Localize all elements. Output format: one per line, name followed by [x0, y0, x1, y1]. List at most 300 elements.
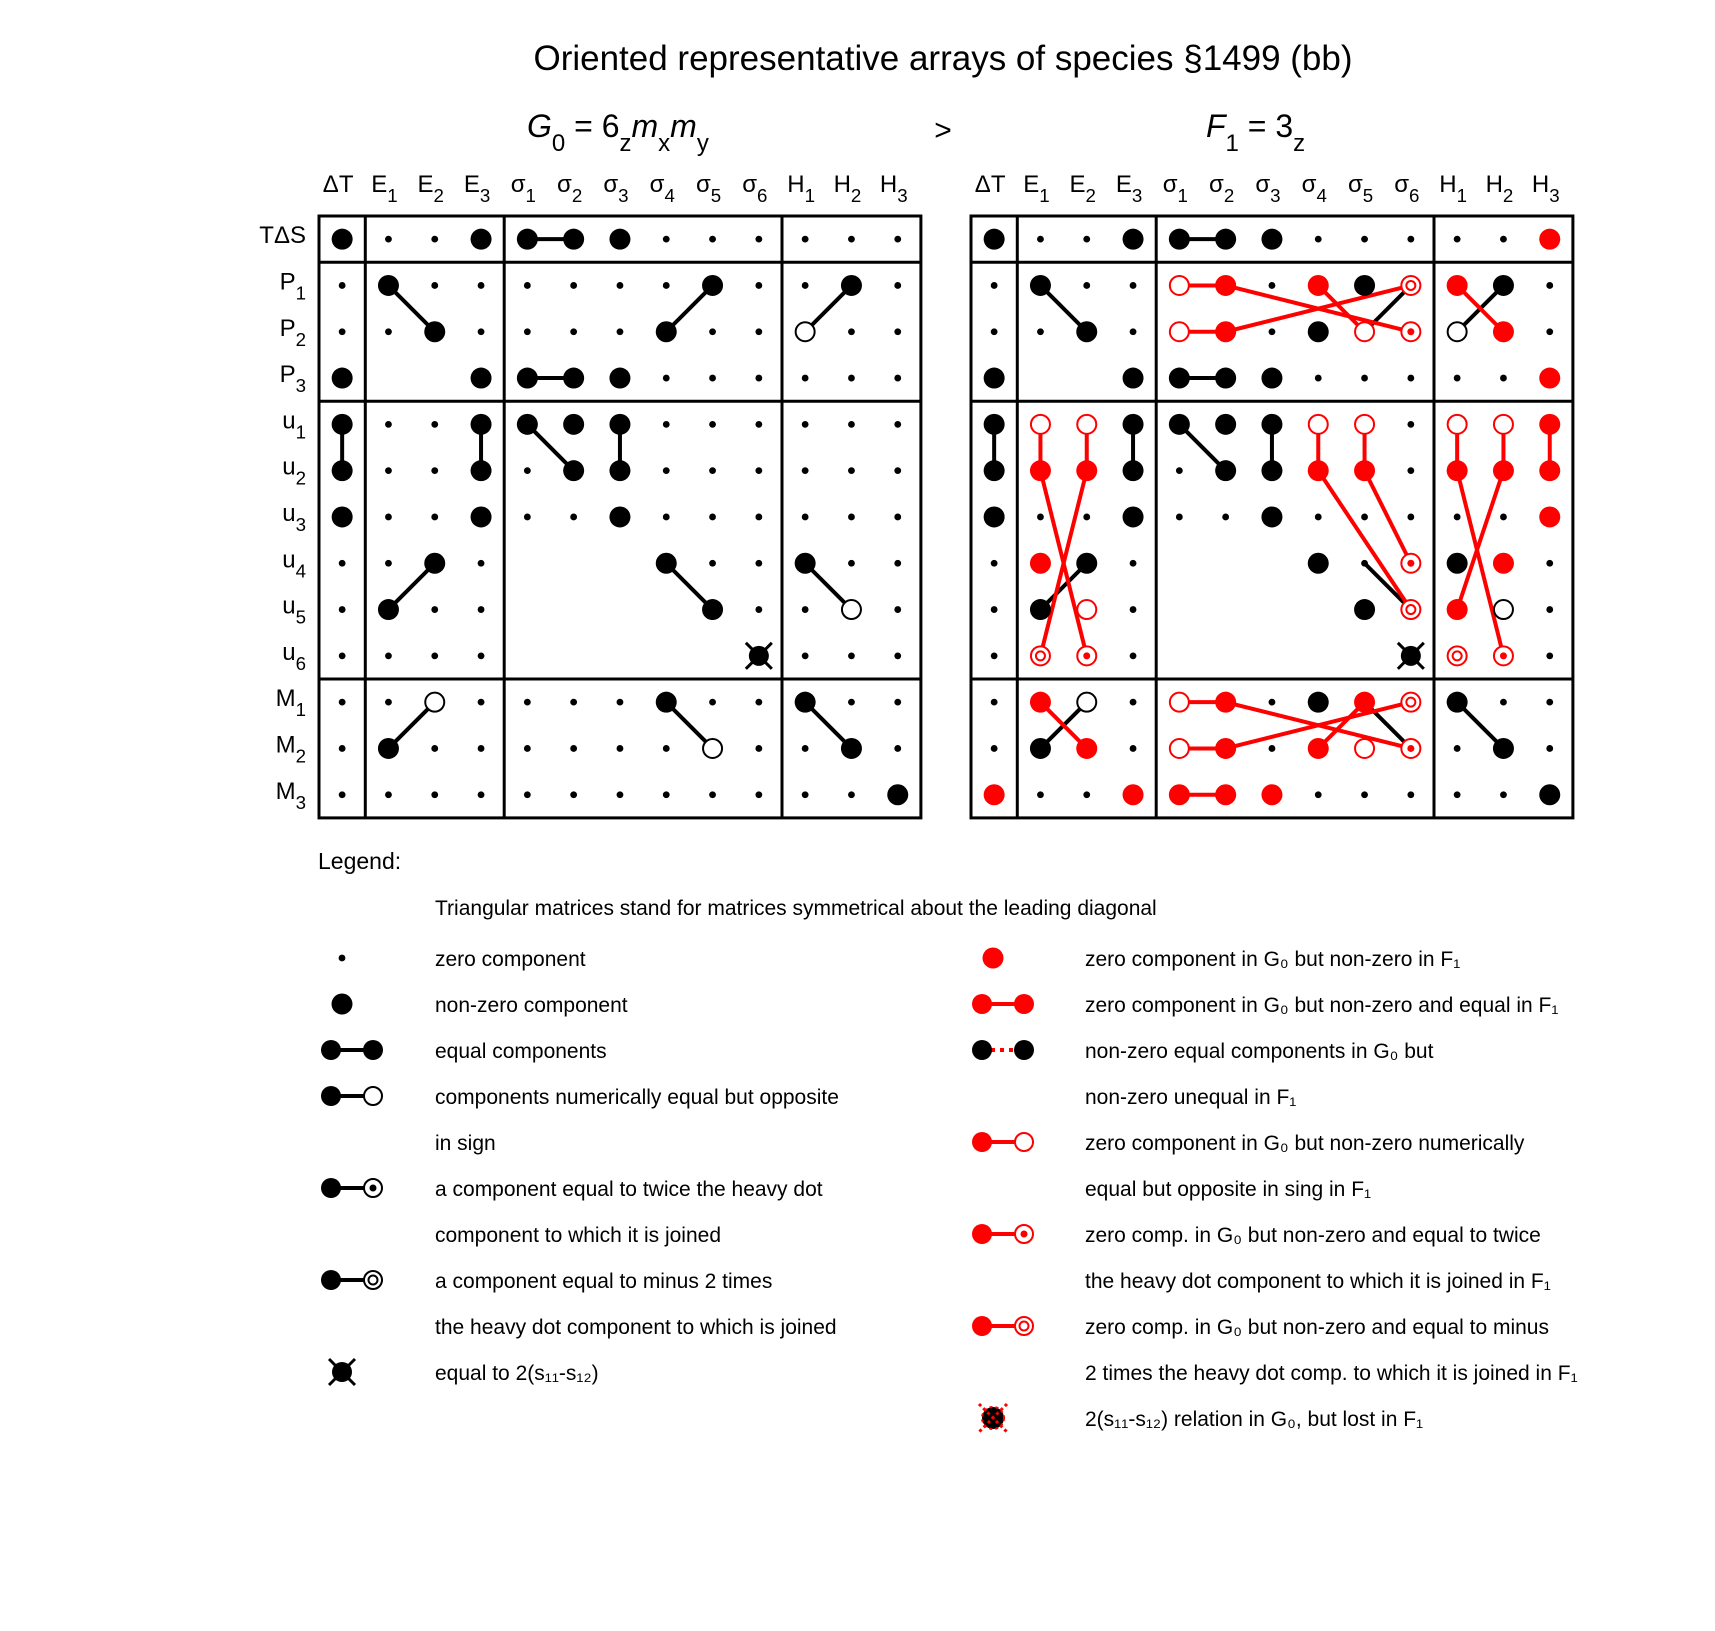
row-label: $P_3$: [279, 361, 306, 397]
nonzero-dot: [332, 460, 353, 481]
zero-dot: [478, 328, 485, 335]
row-label: $u_6$: [282, 638, 306, 674]
legend-entry-text: zero component in G₀ but non-zero numerically: [1085, 1132, 1525, 1155]
nonzero-dot: [609, 414, 630, 435]
zero-dot: [339, 791, 346, 798]
nonzero-dot: [984, 460, 1005, 481]
zero-dot: [1546, 745, 1553, 752]
column-label: $H_3$: [879, 171, 908, 207]
zero-dot: [1454, 236, 1461, 243]
zero-dot: [848, 652, 855, 659]
zero-dot: [478, 560, 485, 567]
zero-dot: [894, 375, 901, 382]
column-label: $E_2$: [1069, 171, 1096, 207]
red-nonzero-dot: [1215, 738, 1236, 759]
legend-left-dot: [972, 1132, 992, 1152]
zero-dot: [524, 282, 531, 289]
legend-entry-text: a component equal to twice the heavy dot: [435, 1178, 823, 1201]
nonzero-dot: [1539, 784, 1560, 805]
zero-dot: [709, 467, 716, 474]
row-label: $M_2$: [275, 731, 306, 767]
zero-dot: [1269, 282, 1276, 289]
zero-dot: [755, 282, 762, 289]
group-heading-right_group: $F_1 = 3_z$: [1206, 108, 1306, 157]
legend-entry-text: equal components: [435, 1040, 607, 1063]
zero-dot: [991, 282, 998, 289]
legend-left-dot: [972, 994, 992, 1014]
nonzero-dot: [471, 460, 492, 481]
zero-dot: [339, 745, 346, 752]
nonzero-dot: [1169, 229, 1190, 250]
red-nonzero-dot: [1354, 460, 1375, 481]
nonzero-dot: [1215, 414, 1236, 435]
zero-dot: [1130, 606, 1137, 613]
zero-dot: [431, 652, 438, 659]
zero-dot: [848, 328, 855, 335]
zero-dot: [894, 236, 901, 243]
nonzero-dot: [1215, 229, 1236, 250]
nonzero-dot: [378, 275, 399, 296]
zero-dot: [524, 699, 531, 706]
zero-dot: [1269, 745, 1276, 752]
zero-dot: [709, 514, 716, 521]
zero-dot: [617, 699, 624, 706]
zero-dot: [848, 791, 855, 798]
red-nonzero-dot: [1447, 599, 1468, 620]
nonzero-dot: [1123, 229, 1144, 250]
red-nonzero-dot: [1215, 692, 1236, 713]
zero-dot: [802, 514, 809, 521]
zero-dot: [802, 282, 809, 289]
red-nonzero-dot: [984, 784, 1005, 805]
legend-right-dot: [1014, 1040, 1034, 1060]
zero-dot: [1130, 328, 1137, 335]
zero-dot: [431, 282, 438, 289]
nonzero-dot: [563, 414, 584, 435]
zero-dot: [802, 745, 809, 752]
zero-dot: [848, 514, 855, 521]
nonzero-dot: [1308, 321, 1329, 342]
zero-dot: [431, 606, 438, 613]
legend-left-dot: [321, 1040, 341, 1060]
zero-dot: [339, 282, 346, 289]
red-nonzero-dot: [1215, 275, 1236, 296]
red-nonzero-dot: [1123, 784, 1144, 805]
legend-entry-text: components numerically equal but opposite: [435, 1086, 839, 1109]
zero-dot: [431, 236, 438, 243]
zero-dot: [339, 560, 346, 567]
zero-dot: [1315, 791, 1322, 798]
zero-dot: [1083, 236, 1090, 243]
nonzero-dot: [841, 275, 862, 296]
zero-dot: [802, 652, 809, 659]
nonzero-dot: [471, 368, 492, 389]
twice-dot-core: [1407, 328, 1414, 335]
nonzero-dot: [1354, 599, 1375, 620]
red-nonzero-dot: [1308, 738, 1329, 759]
red-opposite-icon: [972, 1132, 1033, 1152]
zero-dot: [1361, 236, 1368, 243]
red-nonzero-dot: [1539, 229, 1560, 250]
zero-dot: [755, 421, 762, 428]
zero-dot: [991, 560, 998, 567]
nonzero-dot: [984, 506, 1005, 527]
row-label: $P_1$: [279, 268, 306, 304]
red-nonzero-dot: [1030, 692, 1051, 713]
zero-dot: [617, 745, 624, 752]
zero-dot: [755, 560, 762, 567]
zero-dot: [663, 467, 670, 474]
zero-dot: [524, 514, 531, 521]
zero-dot: [1546, 560, 1553, 567]
red-nonzero-dot: [1030, 553, 1051, 574]
red-cross-icon: [979, 1404, 1007, 1432]
column-label: $H_3$: [1531, 171, 1560, 207]
zero-dot: [1315, 514, 1322, 521]
nonzero-dot: [702, 599, 723, 620]
zero-dot: [663, 791, 670, 798]
zero-dot: [1407, 236, 1414, 243]
column-label: $\sigma_1$: [510, 171, 536, 207]
red-open-dot: [1031, 415, 1050, 434]
zero-dot: [385, 421, 392, 428]
zero-dot: [802, 606, 809, 613]
zero-dot: [1546, 282, 1553, 289]
legend-left-dot: [321, 1178, 341, 1198]
red-nonzero-dot: [1447, 275, 1468, 296]
nonzero-dot: [1447, 553, 1468, 574]
legend-entry-text: non-zero component: [435, 994, 628, 1017]
zero-dot: [1269, 328, 1276, 335]
nonzero-dot: [1169, 368, 1190, 389]
zero-dot: [1130, 745, 1137, 752]
nonzero-dot: [1030, 599, 1051, 620]
nonzero-dot: [656, 321, 677, 342]
open-dot: [1448, 322, 1467, 341]
zero-dot: [1083, 282, 1090, 289]
zero-dot: [570, 328, 577, 335]
legend-entry-text: non-zero equal components in G₀ but: [1085, 1040, 1434, 1063]
red-nonzero-dot: [1308, 275, 1329, 296]
row-label: $u_4$: [282, 546, 306, 582]
zero-dot: [339, 606, 346, 613]
zero-dot: [1361, 375, 1368, 382]
legend-entry-text: equal to 2(s₁₁-s₁₂): [435, 1362, 599, 1385]
nonzero-dot: [656, 692, 677, 713]
red-open-dot: [1077, 600, 1096, 619]
red-nonzero-dot: [1215, 321, 1236, 342]
zero-dot: [894, 560, 901, 567]
zero-dot: [1500, 236, 1507, 243]
nonzero-dot: [378, 738, 399, 759]
zero-dot: [894, 514, 901, 521]
zero-dot: [894, 282, 901, 289]
twice-dot-core: [1407, 560, 1414, 567]
row-label: TΔS: [259, 222, 306, 250]
zero-dot: [431, 467, 438, 474]
legend-right-dot: [364, 1087, 382, 1105]
twice-dot-core: [1407, 745, 1414, 752]
legend: [321, 948, 1578, 1433]
column-label: $E_1$: [1023, 171, 1050, 207]
legend-note: Triangular matrices stand for matrices symmetrical about the leading diagonal: [435, 897, 1157, 920]
nonzero-dot: [471, 229, 492, 250]
zero-dot: [524, 467, 531, 474]
zero-dot: [1407, 514, 1414, 521]
zero-dot: [1130, 560, 1137, 567]
red-nonzero-dot: [1493, 553, 1514, 574]
legend-left-dot: [321, 1086, 341, 1106]
nonzero-dot: [332, 414, 353, 435]
nonzero-dot: [1261, 368, 1282, 389]
zero-dot: [1176, 514, 1183, 521]
legend-right-core: [369, 1276, 378, 1285]
zero-dot: [431, 745, 438, 752]
zero-dot: [478, 699, 485, 706]
column-label: $\sigma_3$: [1255, 171, 1281, 207]
legend-entry-text: zero component in G₀ but non-zero and equal in F₁: [1085, 994, 1559, 1017]
zero-dot: [848, 375, 855, 382]
column-label: ΔT: [974, 171, 1006, 198]
nonzero-dot: [609, 506, 630, 527]
red-open-dot: [1355, 322, 1374, 341]
nonzero-dot: [609, 460, 630, 481]
zero-dot: [385, 652, 392, 659]
legend-entry-text: the heavy dot component to which is joined: [435, 1316, 837, 1339]
legend-entry-text: zero component: [435, 948, 586, 971]
nonzero-dot: [984, 368, 1005, 389]
zero-dot: [709, 421, 716, 428]
equal-icon: [321, 1040, 383, 1060]
row-label: $P_2$: [279, 314, 306, 350]
zero-dot: [848, 560, 855, 567]
zero-dot: [848, 699, 855, 706]
red-nonzero-dot: [1493, 460, 1514, 481]
nonzero-dot: [609, 368, 630, 389]
legend-right-core: [370, 1185, 377, 1192]
red-nonzero-dot: [1539, 460, 1560, 481]
zero-dot: [524, 745, 531, 752]
column-label: $H_2$: [833, 171, 862, 207]
zero-dot: [385, 560, 392, 567]
minus-two-dot-core: [1036, 651, 1045, 660]
red-open-dot: [1170, 322, 1189, 341]
zero-dot: [431, 514, 438, 521]
zero-dot: [663, 236, 670, 243]
red-open-dot: [1494, 415, 1513, 434]
zero-dot: [1454, 745, 1461, 752]
zero-dot: [1454, 514, 1461, 521]
open-dot: [796, 322, 815, 341]
legend-entry-text: the heavy dot component to which it is joined in F₁: [1085, 1270, 1551, 1293]
zero-dot: [385, 328, 392, 335]
legend-left-dot: [972, 1316, 992, 1336]
red-equal-icon: [972, 994, 1034, 1014]
legend-dot: [983, 948, 1004, 969]
zero-dot: [894, 699, 901, 706]
red-open-dot: [1170, 276, 1189, 295]
nonzero-dot: [1215, 460, 1236, 481]
legend-heading: Legend:: [318, 848, 402, 874]
zero-dot: [1130, 699, 1137, 706]
zero-dot: [1315, 375, 1322, 382]
nonzero-dot: [1215, 368, 1236, 389]
nonzero-dot: [656, 553, 677, 574]
zero-dot: [570, 791, 577, 798]
zero-dot: [802, 467, 809, 474]
twice-dot-core: [1083, 652, 1090, 659]
zero-dot: [1500, 791, 1507, 798]
column-label: $E_1$: [371, 171, 398, 207]
zero-dot: [617, 328, 624, 335]
red-nonzero-dot: [1354, 692, 1375, 713]
zero-dot: [385, 514, 392, 521]
zero-dot: [802, 375, 809, 382]
nonzero-dot: [1261, 506, 1282, 527]
nonzero-dot: [471, 506, 492, 527]
zero-dot: [755, 514, 762, 521]
zero-dot: [1037, 328, 1044, 335]
zero-dot: [991, 699, 998, 706]
zero-dot: [570, 699, 577, 706]
nonzero-dot: [563, 368, 584, 389]
zero-dot: [570, 514, 577, 521]
zero-dot: [1130, 652, 1137, 659]
nonzero-dot: [795, 553, 816, 574]
opposite-icon: [321, 1086, 382, 1106]
nonzero-dot: [1030, 275, 1051, 296]
red-nonzero-dot: [1539, 368, 1560, 389]
nonzero-dot: [1076, 553, 1097, 574]
minus-two-dot-core: [1406, 605, 1415, 614]
nonzero-dot: [1308, 692, 1329, 713]
nonzero-dot: [609, 229, 630, 250]
column-label: $E_3$: [463, 171, 491, 207]
matrix-f1: [971, 171, 1573, 818]
column-label: $E_3$: [1115, 171, 1143, 207]
zero-dot: [1500, 375, 1507, 382]
zero-dot: [894, 467, 901, 474]
zero-dot: [385, 791, 392, 798]
zero-dot: [478, 745, 485, 752]
nonzero-dot: [563, 460, 584, 481]
zero-dot: [431, 791, 438, 798]
nonzero-dot: [984, 414, 1005, 435]
nonzero-dot: [1354, 275, 1375, 296]
row-label: $u_5$: [282, 592, 306, 628]
zero-dot: [1407, 791, 1414, 798]
legend-entry-text: 2 times the heavy dot comp. to which it is joined in F₁: [1085, 1362, 1578, 1385]
row-label: $M_1$: [275, 685, 306, 721]
twice-dot-core: [1500, 652, 1507, 659]
zero-dot: [755, 328, 762, 335]
zero-dot: [1037, 791, 1044, 798]
dotted-equal-icon: [972, 1040, 1034, 1060]
zero-dot: [755, 467, 762, 474]
zero-dot: [709, 375, 716, 382]
red-nonzero-dot: [1447, 460, 1468, 481]
zero-dot: [991, 745, 998, 752]
nonzero-dot: [1447, 692, 1468, 713]
nonzero-dot: [1261, 414, 1282, 435]
red-nonzero-dot: [1076, 460, 1097, 481]
zero-dot: [894, 652, 901, 659]
zero-dot: [663, 282, 670, 289]
nonzero-dot: [517, 414, 538, 435]
red-open-dot: [1309, 415, 1328, 434]
column-label: $E_2$: [417, 171, 444, 207]
legend-left-dot: [321, 1270, 341, 1290]
column-label: $\sigma_5$: [1347, 171, 1374, 207]
cross-icon: [329, 1359, 355, 1385]
zero-dot: [663, 745, 670, 752]
zero-dot: [478, 791, 485, 798]
zero-dot: [663, 375, 670, 382]
legend-left-dot: [972, 1224, 992, 1244]
zero-dot: [1407, 421, 1414, 428]
zero-dot: [709, 560, 716, 567]
nonzero-dot: [517, 368, 538, 389]
zero-dot: [478, 282, 485, 289]
legend-entry-text: component to which it is joined: [435, 1224, 721, 1247]
zero-dot: [524, 328, 531, 335]
zero-dot: [1546, 652, 1553, 659]
legend-dot: [339, 955, 346, 962]
zero-dot: [570, 282, 577, 289]
zero-dot: [1500, 699, 1507, 706]
zero-dot: [755, 606, 762, 613]
minus-two-dot-core: [1406, 281, 1415, 290]
legend-right-dot: [363, 1040, 383, 1060]
column-label: $\sigma_6$: [1394, 171, 1420, 207]
nonzero-dot: [887, 784, 908, 805]
nonzero-dot: [332, 368, 353, 389]
open-dot: [425, 693, 444, 712]
diagram-title: Oriented representative arrays of species §1499 (bb): [533, 39, 1353, 78]
open-dot: [842, 600, 861, 619]
zero-dot: [802, 236, 809, 243]
red-open-dot: [1170, 739, 1189, 758]
zero-dot: [755, 699, 762, 706]
zero-dot: [1269, 699, 1276, 706]
red-nonzero-dot: [1261, 784, 1282, 805]
nonzero-dot: [1261, 460, 1282, 481]
zero-dot: [1222, 514, 1229, 521]
zero-dot: [802, 421, 809, 428]
nonzero-dot: [795, 692, 816, 713]
zero-dot: [431, 421, 438, 428]
dot-icon: [339, 955, 346, 962]
minus-two-dot-core: [1406, 698, 1415, 707]
column-label: ΔT: [322, 171, 354, 198]
nonzero-dot: [1076, 321, 1097, 342]
zero-dot: [1361, 560, 1368, 567]
column-label: $\sigma_4$: [649, 171, 675, 207]
zero-dot: [848, 236, 855, 243]
red-nonzero-dot: [1076, 738, 1097, 759]
zero-dot: [848, 421, 855, 428]
zero-dot: [663, 421, 670, 428]
zero-dot: [339, 699, 346, 706]
row-label: $u_1$: [282, 407, 306, 443]
column-label: $\sigma_3$: [603, 171, 629, 207]
column-label: $H_2$: [1485, 171, 1514, 207]
zero-dot: [1361, 791, 1368, 798]
column-label: $H_1$: [1439, 171, 1468, 207]
column-label: $\sigma_1$: [1162, 171, 1188, 207]
column-label: $\sigma_6$: [742, 171, 768, 207]
zero-dot: [339, 328, 346, 335]
